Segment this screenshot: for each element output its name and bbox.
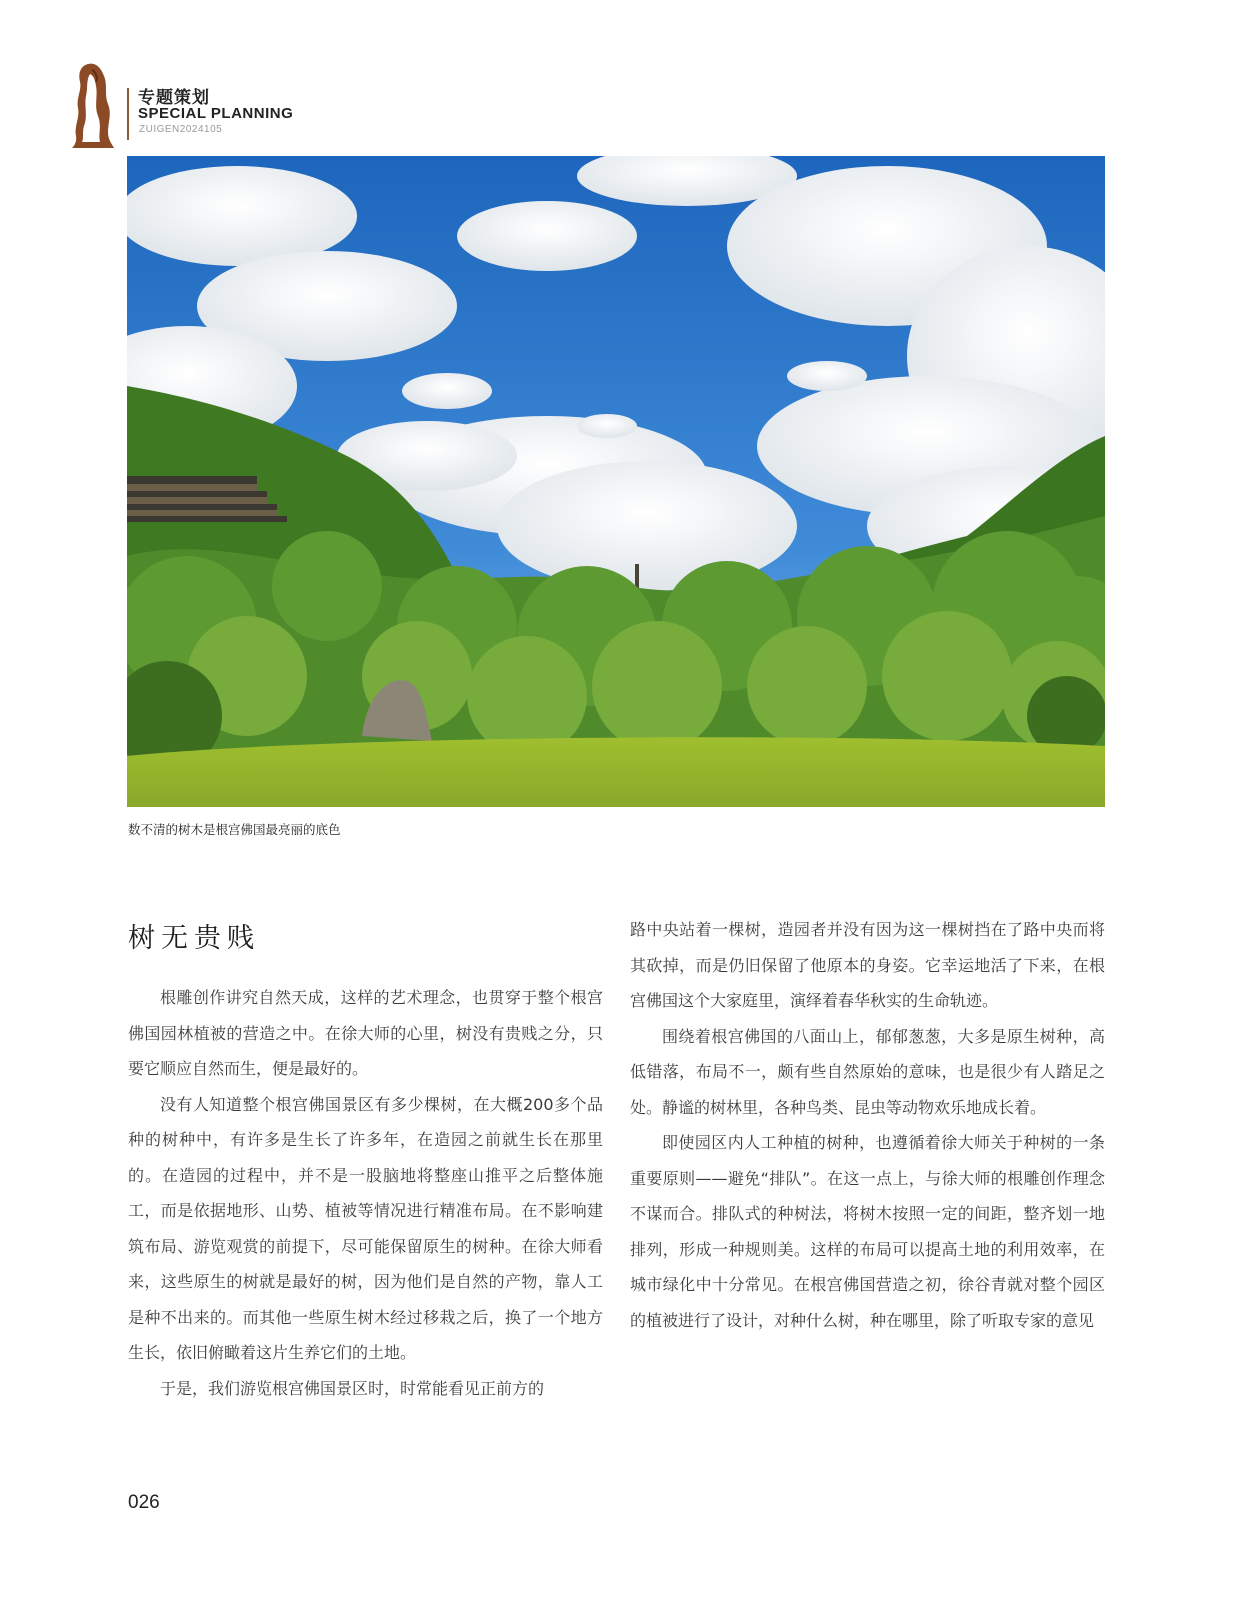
- paragraph: 路中央站着一棵树，造园者并没有因为这一棵树挡在了路中央而将其砍掉，而是仍旧保留了他原本的身姿。它幸运地活了下来，在根宫佛国这个大家庭里，演绎着春华秋实的生命轨迹。: [630, 920, 1105, 1010]
- root-carving-logo-icon: [70, 60, 118, 150]
- landscape-photo: [127, 156, 1105, 807]
- paragraph: 即使园区内人工种植的树种，也遵循着徐大师关于种树的一条重要原则——避免“排队”。在这一点上，与徐大师的根雕创作理念不谋而合。排队式的种树法，将树木按照一定的间距，整齐划一地排列，形成一种规则美。这样的布局可以提高土地的利用效率，在城市绿化中十分常见。在根宫佛国营造之初，徐谷青就对整个园区的植被进行了设计，对种什么树，种在哪里，除了听取专家的意见: [630, 1133, 1105, 1330]
- section-title-en: SPECIAL PLANNING: [138, 105, 294, 122]
- paragraph: 围绕着根宫佛国的八面山上，郁郁葱葱，大多是原生树种，高低错落，布局不一，颇有些自然原始的意味，也是很少有人踏足之处。静谧的树林里，各种鸟类、昆虫等动物欢乐地成长着。: [630, 1026, 1105, 1117]
- photo-caption: 数不清的树木是根宫佛国最亮丽的底色: [128, 822, 341, 837]
- section-title-cn: 专题策划: [138, 88, 210, 108]
- article-title: 树无贵贱: [128, 923, 260, 954]
- paragraph: 没有人知道整个根宫佛国景区有多少棵树，在大概200多个品种的树种中，有许多是生长了许多年，在造园之前就生长在那里的。在造园的过程中，并不是一股脑地将整座山推平之后整体施工，而是依据地形、山势、植被等情况进行精准布局。在不影响建筑布局、游览观赏的前提下，尽可能保留原生的树种。在徐大师看来，这些原生的树就是最好的树，因为他们是自然的产物，靠人工是种不出来的。而其他一些原生树木经过移栽之后，换了一个地方生长，依旧俯瞰着这片生养它们的土地。: [128, 1094, 603, 1362]
- article-column-right: [630, 912, 1105, 1338]
- paragraph: 于是，我们游览根宫佛国景区时，时常能看见正前方的: [160, 1378, 545, 1398]
- issue-code: ZUIGEN2024105: [139, 124, 223, 135]
- article-column-left: [128, 980, 603, 1406]
- header-divider: [127, 88, 129, 140]
- page-number: 026: [128, 1492, 160, 1513]
- paragraph: 根雕创作讲究自然天成，这样的艺术理念，也贯穿于整个根宫佛国园林植被的营造之中。在徐大师的心里，树没有贵贱之分，只要它顺应自然而生，便是最好的。: [128, 988, 603, 1078]
